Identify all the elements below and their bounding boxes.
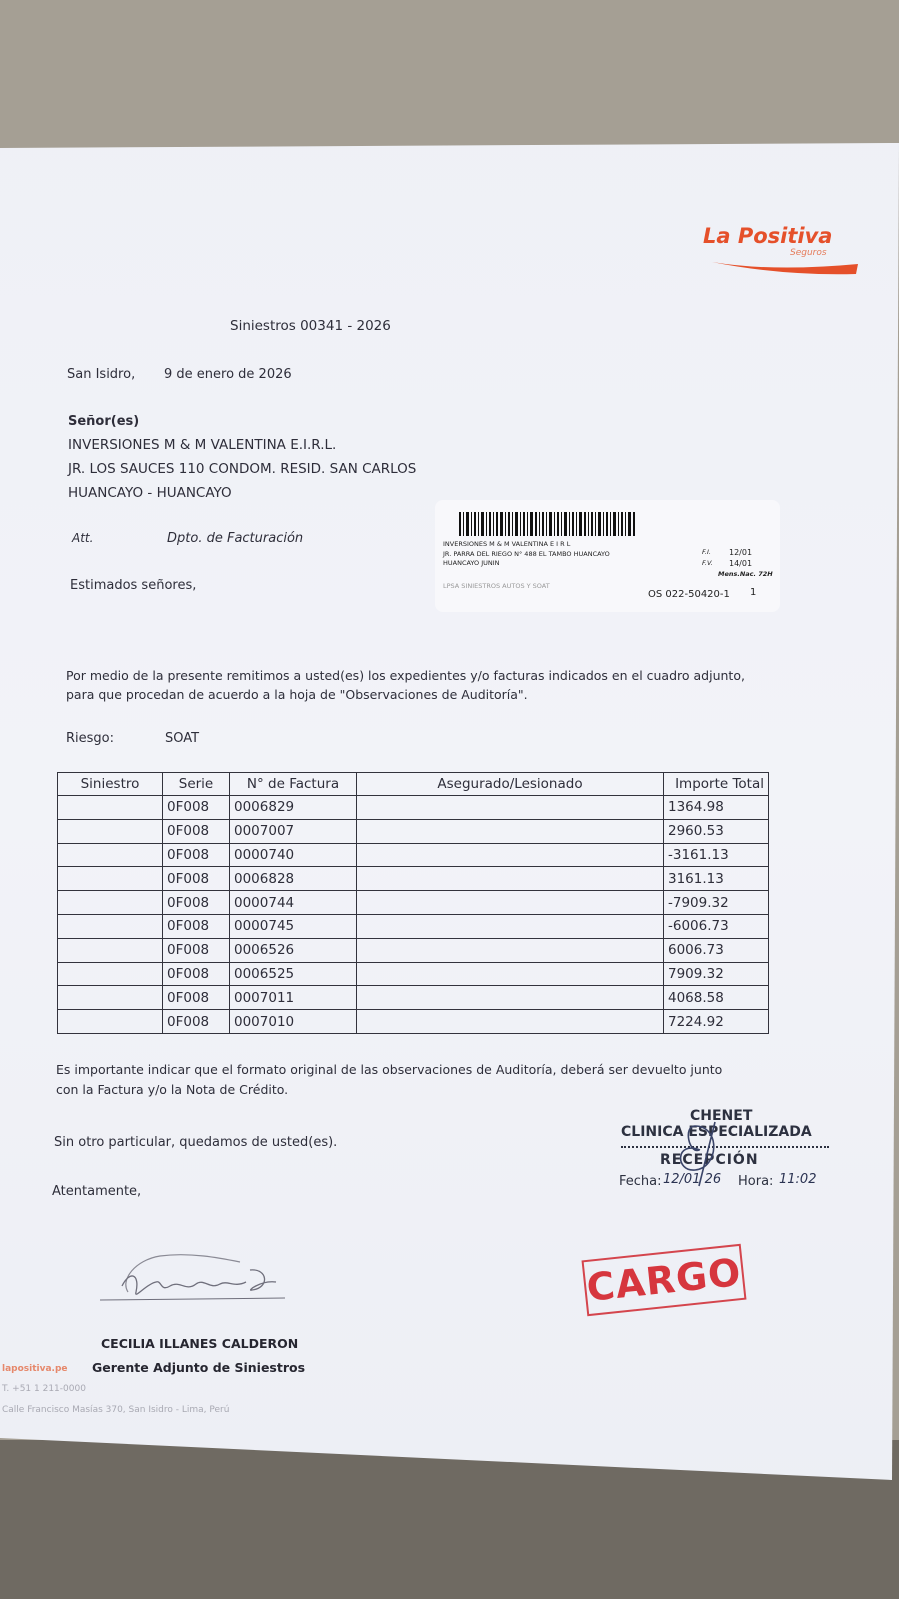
cell-siniestro [58, 891, 163, 915]
cell-importe: 7909.32 [664, 962, 769, 986]
cell-siniestro [58, 843, 163, 867]
brand-subtitle: Seguros [790, 248, 827, 258]
label-line4: LPSA SINIESTROS AUTOS Y SOAT [443, 582, 550, 590]
claims-table [57, 772, 769, 1034]
label-count: 1 [750, 587, 757, 598]
note-line2: con la Factura y/o la Nota de Crédito. [56, 1082, 289, 1097]
cell-serie: 0F008 [163, 962, 230, 986]
note-line1: Es importante indicar que el formato original de las observaciones de Auditoría, deberá ser devuelto junto [56, 1062, 723, 1077]
cell-factura: 0000740 [230, 843, 357, 867]
label-line2: JR. PARRA DEL RIEGO N° 488 EL TAMBO HUANCAYO [443, 550, 610, 558]
stamp-fecha-label: Fecha: [619, 1174, 662, 1189]
cell-siniestro [58, 796, 163, 820]
col-asegurado: Asegurado/Lesionado [357, 773, 664, 796]
cell-siniestro [58, 962, 163, 986]
barcode-icon [459, 512, 635, 536]
cell-factura: 0006525 [230, 962, 357, 986]
label-service: Mens.Nac. 72H [718, 570, 773, 578]
table-row [58, 891, 769, 915]
table-row [58, 1010, 769, 1034]
salutation-label: Señor(es) [68, 414, 140, 429]
label-fv-value: 14/01 [729, 559, 753, 568]
footer-address: Calle Francisco Masías 370, San Isidro - Lima, Perú [2, 1405, 230, 1415]
table-row [58, 819, 769, 843]
cell-asegurado [357, 986, 664, 1010]
cell-importe: 6006.73 [664, 938, 769, 962]
cell-asegurado [357, 938, 664, 962]
cell-siniestro [58, 986, 163, 1010]
cell-importe: 4068.58 [664, 986, 769, 1010]
recipient-address: JR. LOS SAUCES 110 CONDOM. RESID. SAN CARLOS [68, 461, 417, 477]
cell-siniestro [58, 938, 163, 962]
date: 9 de enero de 2026 [164, 367, 292, 382]
brand-logo: La Positiva [703, 224, 833, 248]
cell-serie: 0F008 [163, 986, 230, 1010]
stamp-hora-label: Hora: [738, 1174, 774, 1189]
stamp-fecha-value: 12/01 26 [663, 1172, 722, 1187]
greeting: Estimados señores, [70, 578, 197, 593]
cell-asegurado [357, 914, 664, 938]
cell-factura: 0006526 [230, 938, 357, 962]
place: San Isidro, [67, 367, 136, 382]
cell-serie: 0F008 [163, 891, 230, 915]
table-row [58, 986, 769, 1010]
cargo-stamp: CARGO [582, 1244, 747, 1316]
cell-factura: 0007011 [230, 986, 357, 1010]
cell-importe: -3161.13 [664, 843, 769, 867]
body-text-line1: Por medio de la presente remitimos a usted(es) los expedientes y/o facturas indicados en el cuadro adjunto, [66, 668, 745, 683]
cell-siniestro [58, 1010, 163, 1034]
cell-siniestro [58, 819, 163, 843]
closing-text: Sin otro particular, quedamos de usted(es). [54, 1135, 338, 1150]
signature-icon [100, 1240, 285, 1310]
riesgo-label: Riesgo: [66, 731, 115, 746]
table-header-row [58, 773, 769, 796]
label-fv: F.V. [702, 559, 713, 567]
col-serie: Serie [163, 773, 230, 796]
table-row [58, 867, 769, 891]
signer-title: Gerente Adjunto de Siniestros [92, 1360, 306, 1375]
table-row [58, 938, 769, 962]
att-label: Att. [72, 531, 94, 545]
cell-asegurado [357, 796, 664, 820]
cell-serie: 0F008 [163, 796, 230, 820]
label-os-number: OS 022-50420-1 [648, 589, 730, 600]
footer-web: lapositiva.pe [2, 1364, 68, 1374]
recipient-city: HUANCAYO - HUANCAYO [68, 485, 232, 501]
cell-siniestro [58, 914, 163, 938]
table-row [58, 962, 769, 986]
cell-serie: 0F008 [163, 819, 230, 843]
cell-asegurado [357, 891, 664, 915]
body-text-line2: para que procedan de acuerdo a la hoja de "Observaciones de Auditoría". [66, 687, 528, 702]
signer-name: CECILIA ILLANES CALDERON [101, 1336, 299, 1351]
cell-importe: 7224.92 [664, 1010, 769, 1034]
riesgo-value: SOAT [165, 731, 200, 746]
cell-factura: 0007007 [230, 819, 357, 843]
recipient-name: INVERSIONES M & M VALENTINA E.I.R.L. [68, 437, 337, 453]
cell-factura: 0000745 [230, 914, 357, 938]
col-factura: N° de Factura [230, 773, 357, 796]
table-row [58, 914, 769, 938]
reference-number: Siniestros 00341 - 2026 [230, 318, 391, 334]
cell-importe: -7909.32 [664, 891, 769, 915]
cell-serie: 0F008 [163, 914, 230, 938]
stamp-clinic-type: CLINICA ESPECIALIZADA [621, 1124, 812, 1140]
cell-serie: 0F008 [163, 938, 230, 962]
cell-serie: 0F008 [163, 867, 230, 891]
table-row [58, 796, 769, 820]
cell-asegurado [357, 1010, 664, 1034]
label-line1: INVERSIONES M & M VALENTINA E I R L [443, 540, 571, 548]
cell-factura: 0006829 [230, 796, 357, 820]
label-fi-value: 12/01 [729, 548, 753, 557]
handwritten-mark-icon [655, 1110, 745, 1190]
label-fi: F.I. [702, 548, 711, 556]
cell-serie: 0F008 [163, 843, 230, 867]
cell-asegurado [357, 962, 664, 986]
footer-phone: T. +51 1 211-0000 [2, 1384, 86, 1394]
cell-importe: 2960.53 [664, 819, 769, 843]
cell-asegurado [357, 819, 664, 843]
col-siniestro: Siniestro [58, 773, 163, 796]
cell-asegurado [357, 843, 664, 867]
cell-importe: 3161.13 [664, 867, 769, 891]
cell-importe: 1364.98 [664, 796, 769, 820]
stamp-reception: RECEPCIÓN [660, 1152, 759, 1168]
att-value: Dpto. de Facturación [167, 531, 304, 546]
regards-text: Atentamente, [52, 1184, 142, 1199]
brand-swoosh-icon [712, 258, 858, 278]
stamp-clinic-name: CHENET [690, 1108, 753, 1124]
cell-siniestro [58, 867, 163, 891]
cell-factura: 0006828 [230, 867, 357, 891]
cell-factura: 0007010 [230, 1010, 357, 1034]
cell-factura: 0000744 [230, 891, 357, 915]
cell-serie: 0F008 [163, 1010, 230, 1034]
cell-importe: -6006.73 [664, 914, 769, 938]
label-line3: HUANCAYO JUNIN [443, 559, 500, 567]
stamp-hora-value: 11:02 [779, 1172, 817, 1187]
cell-asegurado [357, 867, 664, 891]
col-importe: Importe Total [664, 773, 769, 796]
table-row [58, 843, 769, 867]
